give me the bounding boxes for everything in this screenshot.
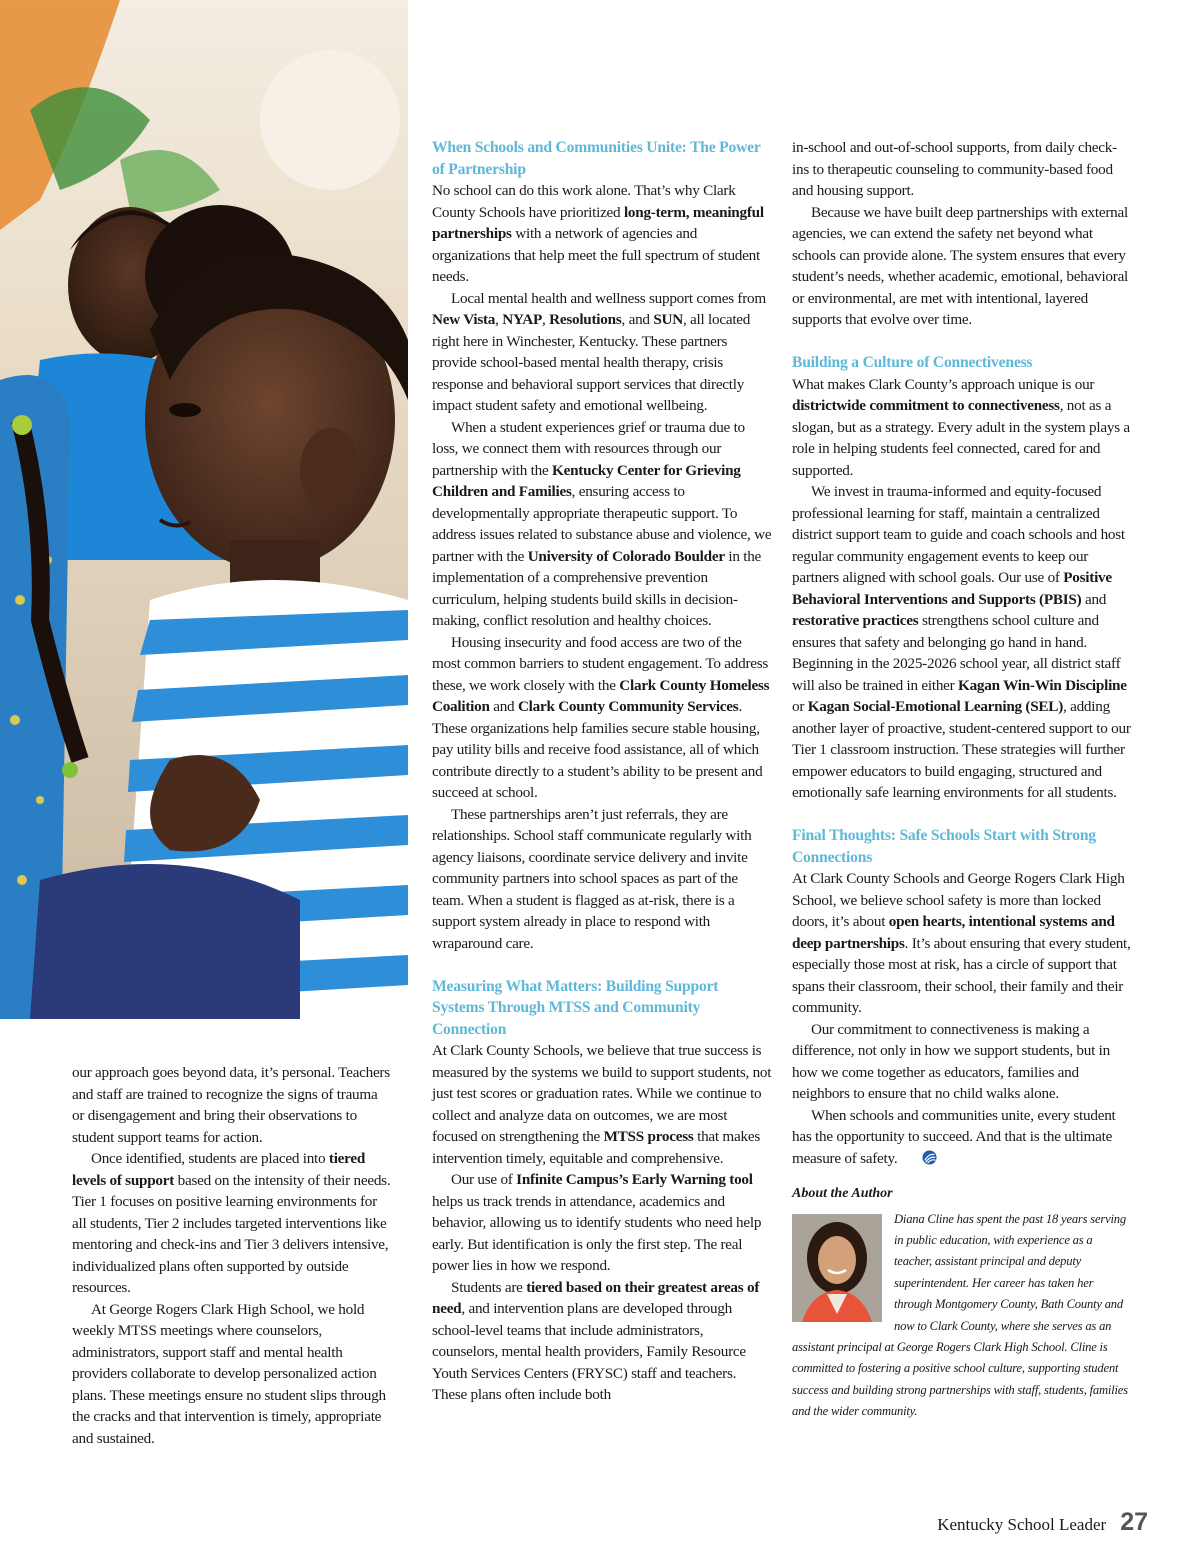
author-box: [792, 1209, 1132, 1423]
paragraph: At George Rogers Clark High School, we hold weekly MTSS meetings where counselors, administrators, support staff and mental health providers collaborate to develop personalized action plans. These meetings ensure no student slips through the cracks and that intervention is timely, appropriate and sustained.: [72, 1300, 386, 1447]
paragraph: our approach goes beyond data, it’s personal. Teachers and staff are trained to recognize the signs of trauma or disengagement and bring their observations to student support teams for action.: [72, 1064, 390, 1146]
paragraph: When a student experiences grief or trauma due to loss, we connect them with resources through our partnership with the Kentucky Center for Grieving Children and Families, ensuring access to developmentally appropriate therapeutic support. To address issues related to substance abuse and violence, we partner with the University of Colorado Boulder in the implementation of a comprehensive prevention curriculum, helping students build skills in decision-making, conflict resolution and healthy choices.: [432, 418, 772, 629]
page-number: 27: [1120, 1508, 1148, 1536]
paragraph: Our commitment to connectiveness is making a difference, not only in how we support students, but in how we come together as educators, families and neighbors to ensure that no child walks alone.: [792, 1020, 1110, 1102]
paragraph: Because we have built deep partnerships with external agencies, we can extend the safety net beyond what schools can provide alone. The system ensures that every student’s needs, whether academic, emotional, behavioral or environmental, are met with intentional, layered supports that evolve over time.: [792, 203, 1129, 328]
section-heading: Building a Culture of Connectiveness: [792, 354, 1033, 371]
paragraph: in-school and out-of-school supports, from daily check-ins to therapeutic counseling to community-based food and housing support.: [792, 139, 1117, 199]
paragraph: Students are tiered based on their greatest areas of need, and intervention plans are developed through school-level teams that include administrators, counselors, mental health providers, Family Resource Youth Services Centers (FRYSC) staff and teachers. These plans often include both: [432, 1278, 760, 1403]
author-heading: About the Author: [792, 1186, 893, 1201]
page-footer: [937, 1508, 1148, 1537]
article-column-right: [792, 137, 1132, 1423]
section-heading: When Schools and Communities Unite: The Power of Partnership: [432, 139, 761, 178]
paragraph: These partnerships aren’t just referrals, they are relationships. School staff communicate regularly with agency liaisons, coordinate service delivery and invite community partners into school spaces as part of the team. When a student is flagged as at-risk, there is a support system already in place to respond with wraparound care.: [432, 805, 752, 952]
paragraph: What makes Clark County’s approach unique is our districtwide commitment to connectiveness, not as a slogan, but as a strategy. Every adult in the system plays a role in helping students feel connected, cared for and supported.: [792, 375, 1130, 479]
paragraph: Once identified, students are placed into tiered levels of support based on the intensity of their needs. Tier 1 focuses on positive learning environments for all students, Tier 2 includes targeted interventions like mentoring and check-ins and Tier 3 delivers intensive, individualized plans often supported by outside resources.: [72, 1150, 391, 1296]
paragraph: Our use of Infinite Campus’s Early Warning tool helps us track trends in attendance, academics and behavior, allowing us to identify students who need help early. But identification is only the first step. The real power lies in how we respond.: [432, 1171, 762, 1274]
article-column-middle: [432, 137, 772, 1406]
paragraph: When schools and communities unite, every student has the opportunity to succeed. And that is the ultimate measure of safety.: [792, 1106, 1116, 1167]
paragraph: Local mental health and wellness support comes from New Vista, NYAP, Resolutions, and SUN, all located right here in Winchester, Kentucky. These partners provide school-based mental health therapy, crisis response and behavioral support services that directly impact student safety and emotional wellbeing.: [432, 289, 766, 414]
publication-name: Kentucky School Leader: [937, 1515, 1107, 1534]
section-heading: Measuring What Matters: Building Support Systems Through MTSS and Community Connection: [432, 977, 719, 1038]
paragraph: At Clark County Schools, we believe that true success is measured by the systems we build to support students, not just test scores or graduation rates. While we continue to collect and analyze data on outcomes, we are most focused on strengthening the MTSS process that makes intervention timely, equitable and comprehensive.: [432, 1042, 772, 1167]
paragraph: We invest in trauma-informed and equity-focused professional learning for staff, maintain a centralized district support team to guide and coach schools and host regular community engagement events to keep our partners aligned with school goals. Our use of Positive Behavioral Interventions and Supports (PBIS) and restorative practices strengthens school culture and ensures that safety and belonging go hand in hand. Beginning in the 2025-2026 school year, all district staff will also be trained in either Kagan Win-Win Discipline or Kagan Social-Emotional Learning (SEL), adding another layer of proactive, student-centered support to our Tier 1 classroom instruction. These strategies will further empower educators to build engaging, structured and emotionally safe learning environments for all students.: [792, 483, 1131, 801]
article-column-left: [72, 1062, 392, 1449]
paragraph: At Clark County Schools and George Rogers Clark High School, we believe school safety is more than locked doors, it’s about open hearts, intentional systems and deep partnerships. It’s about ensuring that every student, especially those most at risk, has a circle of support that spans their classroom, their school, their family and their community.: [792, 870, 1131, 1016]
children-classroom-photo: [0, 0, 408, 1019]
author-bio: Diana Cline has spent the past 18 years serving in public education, with experience as a teacher, assistant principal and deputy superintendent. Her career has taken her through Montgomery County, Bath County and now to Clark County, where she serves as an assistant principal at George Rogers Clark High School. Cline is committed to fostering a positive school culture, supporting student success and building strong partnerships with staff, students, families and the wider community.: [792, 1211, 1128, 1419]
paragraph: Housing insecurity and food access are two of the most common barriers to student engagement. To address these, we work closely with the Clark County Homeless Coalition and Clark County Community Services. These organizations help families secure stable housing, pay utility bills and receive food assistance, all of which contribute directly to a student’s ability to be present and succeed at school.: [432, 633, 770, 801]
author-photo: [792, 1214, 882, 1322]
section-heading: Final Thoughts: Safe Schools Start with Strong Connections: [792, 827, 1096, 866]
end-mark-icon: [903, 1150, 918, 1165]
paragraph: No school can do this work alone. That’s why Clark County Schools have prioritized long-term, meaningful partnerships with a network of agencies and organizations that help meet the full spectrum of student needs.: [432, 182, 764, 285]
